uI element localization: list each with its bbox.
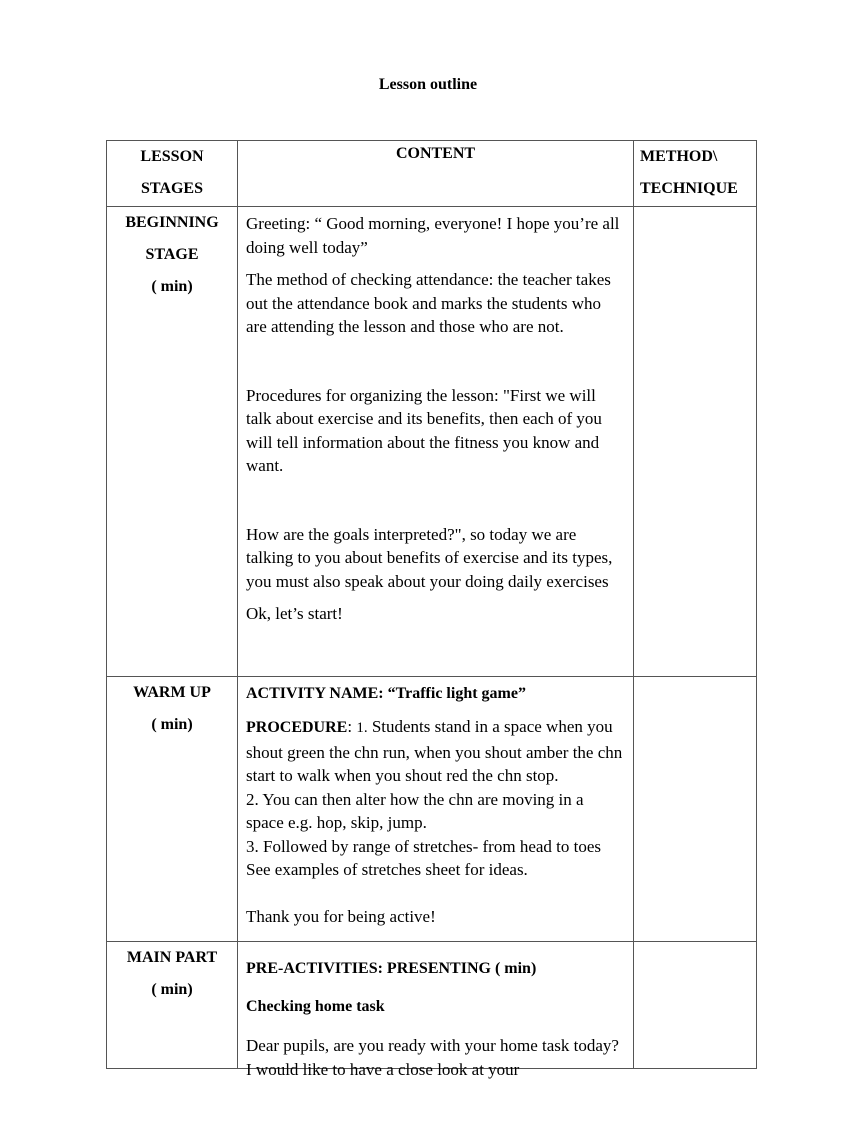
content-cell-main-part (238, 942, 634, 1079)
procedure-text (246, 715, 625, 788)
page-title: Lesson outline (378, 76, 478, 93)
table-row-main-part (107, 942, 757, 1069)
procedure-label: PROCEDURE (246, 719, 348, 736)
step1-number: 1. (356, 720, 368, 736)
content-cell-beginning (238, 207, 634, 677)
stage-main-part-line1: MAIN PART (126, 949, 218, 966)
greeting-text: Greeting: “ Good morning, everyone! I hope you’re all doing well today” (246, 214, 620, 257)
stage-warm-up-minutes: ( min) (151, 716, 193, 733)
table-row-warm-up (107, 677, 757, 942)
method-cell-main-part (634, 942, 757, 1069)
procedure-colon: : (347, 717, 357, 736)
header-method-line2: TECHNIQUE (640, 180, 738, 197)
method-cell-beginning (634, 207, 757, 677)
header-method-line1: METHOD\ (640, 148, 718, 165)
step2-text: 2. You can then alter how the chn are moving in a space e.g. hop, skip, jump. (246, 789, 584, 832)
dear-pupils-text: Dear pupils, are you ready with your home task today? I would like to have a close look at your (246, 1036, 619, 1079)
step1-text: Students stand in a space when you shout green the chn run, when you shout amber the chn start to walk when you shout red the chn stop. (246, 717, 623, 785)
lesson-outline-table (106, 140, 757, 1079)
stage-cell-beginning (107, 207, 238, 677)
header-content-label: CONTENT (395, 145, 476, 162)
header-stages-line1: LESSON (140, 148, 204, 165)
stage-main-part-minutes: ( min) (151, 981, 193, 998)
table-row-beginning (107, 207, 757, 677)
activity-name: ACTIVITY NAME: “Traffic light game” (246, 685, 526, 702)
checking-home-task: Checking home task (246, 998, 385, 1015)
header-content (238, 141, 634, 207)
step3-text: 3. Followed by range of stretches- from head to toes See examples of stretches sheet for ideas. (246, 836, 602, 879)
start-text: Ok, let’s start! (246, 604, 343, 623)
stage-beginning-minutes: ( min) (151, 278, 193, 295)
header-stages-line2: STAGES (141, 180, 203, 197)
table-header-row (107, 141, 757, 207)
attendance-text: The method of checking attendance: the teacher takes out the attendance book and marks the students who are attending the lesson and those who are not. (246, 270, 611, 336)
stage-beginning-line2: STAGE (145, 246, 199, 263)
pre-activities-heading: PRE-ACTIVITIES: PRESENTING ( min) (246, 960, 537, 977)
content-cell-warm-up (238, 677, 634, 942)
procedures-text: Procedures for organizing the lesson: "First we will talk about exercise and its benefits, then each of you will tell information about the fitness you know and want. (246, 385, 602, 475)
header-method (634, 141, 757, 207)
stage-cell-warm-up (107, 677, 238, 942)
goals-text: How are the goals interpreted?", so today we are talking to you about benefits of exercise and its types, you must also speak about your doing daily exercises (246, 524, 613, 591)
stage-beginning-line1: BEGINNING (125, 214, 219, 231)
thanks-text: Thank you for being active! (246, 906, 436, 926)
stage-cell-main-part (107, 942, 238, 1069)
stage-warm-up-line1: WARM UP (133, 684, 211, 701)
method-cell-warm-up (634, 677, 757, 942)
header-lesson-stages (107, 141, 238, 207)
